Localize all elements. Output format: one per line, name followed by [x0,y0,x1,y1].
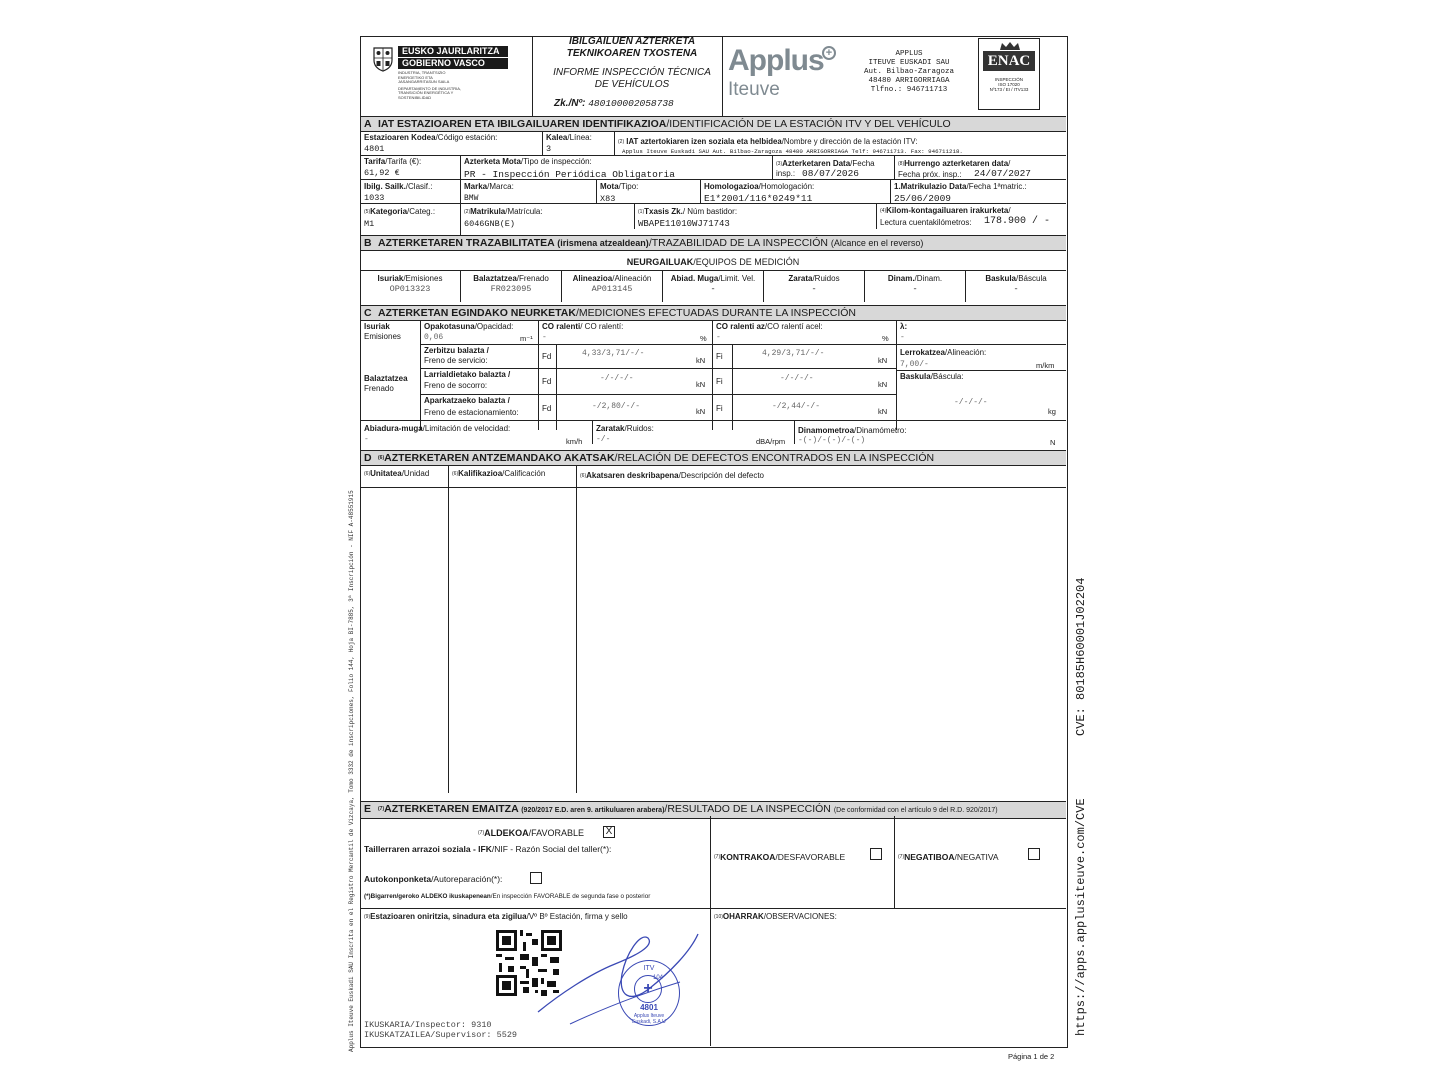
service-brake-fd: 4,33/3,71/-/- [582,349,645,358]
service-fd-label: Fd [542,352,552,361]
alignment-label: Lerrokatzea/Alineación: [900,348,987,357]
page-frame [360,36,1068,1048]
co-accel-label: CO ralenti az/CO ralentí acel: [716,322,823,331]
gov-name-line2: GOBIERNO VASCO [398,58,508,69]
second-phase-note: (*)Bigarren/geroko ALDEKO ikuskapenean/En inspección FAVORABLE de segunda fase o posterior [364,893,651,900]
brakes-label-es: Frenado [364,384,394,393]
observations-label: $^{(10)}$OHARRAK/OBSERVACIONES: [714,912,837,921]
section-b-header: B AZTERKETAREN TRAZABILITATEA (irismena atzealdean)/TRAZABILIDAD DE LA INSPECCIÓN (Alcance en el reverso) [360,235,1066,251]
section-a-header: A IAT ESTAZIOAREN ETA IBILGAILUAREN IDENTIFIKAZIOA/IDENTIFICACIÓN DE LA ESTACIÓN ITV Y DEL VEHÍCULO [360,116,1066,132]
inspection-report-page [348,36,1088,1068]
parking-brake-fd: -/2,80/-/- [592,402,641,411]
emergency-brake-label-es: Freno de socorro: [424,381,488,390]
vin: WBAPE11010WJ71743 [638,219,730,229]
emergency-fi-unit: kN [878,380,888,389]
inspection-date-label: $^{(3)}$Azterketaren Data/Fecha [776,159,875,168]
registry-note: Applus Iteuve Euskadi SAU Inscrita en el Registro Mercantil de Vizcaya, Tomo 3332 de inscripciones, Folio 144, Hoja BI-7885, 3ª Inscripción - NIF A-48551915 [348,490,355,1052]
plate: 6046GNB(E) [464,219,516,229]
report-title-es: INFORME INSPECCIÓN TÉCNICA DE VEHÍCULOS [553,67,711,90]
tariff-label: Tarifa/Tarifa (€): [364,157,422,166]
parking-brake-label-es: Freno de estacionamiento: [424,408,519,417]
first-registration: 25/06/2009 [894,193,952,204]
supervisor: IKUSKATZAILEA/Supervisor: 5529 [364,1030,518,1040]
co-idle-unit: % [700,334,707,343]
co-accel-unit: % [882,334,889,343]
station-approval-label: $^{(9)}$Estazioaren oniritzia, sinadura eta zigilua/Vº Bº Estación, firma y sello [364,912,628,921]
emergency-fd-label: Fd [542,377,552,386]
classification-label: Ibilg. Sailk./Clasif.: [364,182,433,191]
odometer-label: $^{(4)}$Kilom-kontagailuaren irakurketa/ [880,206,1011,215]
emissions-label-eu: Isuriak [364,322,390,331]
parking-fd-label: Fd [542,404,552,413]
make-label: Marka/Marca: [464,182,514,191]
alignment: 7,00/- [900,360,929,369]
co-idle-label: CO ralenti/ CO ralentí: [542,322,624,331]
emergency-brake-label: Larrialdietako balazta / [424,370,511,379]
parking-fd-unit: kN [696,407,706,416]
model: X83 [600,194,616,204]
enac-badge: ENAC INSPECCIÓN ISO 17020 Nº173 / EI / ITV133 [978,38,1040,110]
speed-limit-label: Abiadura-muga/Limitación de velocidad: [364,424,511,433]
odometer: 178.900 / - [984,216,1051,227]
negative-label: $^{(7)}$NEGATIBOA/NEGATIVA [898,852,999,862]
noise: -/- [596,435,611,444]
equip-emissions: Isuriak/Emisiones OP013323 [360,270,461,302]
inspection-type-label: Azterketa Mota/Tipo de inspección: [464,157,592,166]
inspector: IKUSKARIA/Inspector: 9310 [364,1020,492,1030]
lambda-label: λ: [900,322,908,331]
inspection-date-label-2: insp.: [776,169,796,178]
service-fi-label: Fi [716,352,723,361]
lane: 3 [546,144,552,154]
next-inspection-date: 24/07/2027 [974,168,1032,179]
parking-brake-label: Aparkatzaeko balazta / [424,396,510,405]
opacity: 0,06 [424,333,444,342]
next-inspection-label-2: Fecha próx. insp.: [898,170,962,179]
page-number: Página 1 de 2 [1008,1052,1055,1061]
co-idle: - [542,333,547,342]
equip-dynamometer: Dinam./Dinam. - [865,270,966,302]
speed-limit-unit: km/h [566,437,583,446]
brand-logo: Applus [728,44,824,77]
favorable-checkbox[interactable]: X [603,826,615,838]
verification-url[interactable]: https://apps.applusiteuve.com/CVE [1074,798,1088,1036]
company-info: APPLUS ITEUVE EUSKADI SAU Aut. Bilbao-Zaragoza 48480 ARRIGORRIAGA Tlfno.: 946711713 [863,50,954,94]
dynamometer-label: Dinamometroa/Dinamómetro: [798,426,907,435]
opacity-label: Opakotasuna/Opacidad: [424,322,514,331]
homologation-label: Homologazioa/Homologación: [704,182,815,191]
itv-address: Applus Iteuve Euskadi SAU Aut. Bilbao-Zaragoza 48480 ARRIGORRIAGA Telf: 946711713. Fax: 946711218. [622,148,963,155]
service-brake-fi: 4,29/3,71/-/- [762,349,825,358]
brand-sub: Iteuve [728,79,780,100]
service-brake-label: Zerbitzu balazta / [424,346,489,355]
emergency-fd-unit: kN [696,380,706,389]
department-name: INDUSTRIA, TRANTSIZIO ENERGETIKO ETA JASANGARRITASUN SAILA DEPARTAMENTO DE INDUSTRIA, TRANSICIÓN ENERGÉTICA Y SOSTENIBILIDAD [398,70,462,100]
next-inspection-label: $^{(8)}$Hurrengo azterketaren data/ [898,159,1011,168]
co-accel: - [716,333,721,342]
service-fi-unit: kN [878,356,888,365]
brakes-label-eu: Balaztatzea [364,374,408,383]
tariff: 61,92 € [364,168,400,178]
dynamometer: -(-)/-(-)/-(-) [798,436,866,445]
favorable-label: $^{(7)}$ALDEKOA/FAVORABLE [478,828,584,838]
workshop-label: Taillerraren arrazoi soziala - IFK/NIF - Razón Social del taller(*): [364,844,612,854]
cve-code: CVE: 80185H60001J02204 [1074,577,1088,736]
inspection-type: PR - Inspección Periódica Obligatoria [464,169,675,180]
self-repair-label: Autokonponketa/Autoreparación(*): [364,874,503,884]
scale-unit: kg [1048,407,1056,416]
homologation: E1*2001/116*0249*11 [704,193,813,204]
emergency-brake-fd: -/-/-/- [600,374,634,383]
vin-label: $^{(1)}$Txasis Zk./ Núm bastidor: [638,207,738,216]
emergency-brake-fi: -/-/-/- [780,374,814,383]
inspection-date: 08/07/2026 [802,168,860,179]
category: M1 [364,219,375,229]
equip-alignment: Alineazioa/Alineación AP013145 [562,270,663,302]
dynamometer-unit: N [1050,438,1056,447]
classification: 1033 [364,193,385,203]
parking-fi-label: Fi [716,404,723,413]
parking-brake-fi: -/2,44/-/- [772,402,821,411]
station-seal: ITV + 104 4801 Applus Iteuve Euskadi, S.A.U [618,960,680,1026]
itv-name-label: $^{(2)}$ IAT aztertokiaren izen soziala eta helbidea/Nombre y dirección de la estación ITV: [618,137,918,146]
speed-limit: - [364,435,369,444]
defect-description-header: $^{(6)}$Akatsaren deskribapena/Descripción del defecto [580,471,765,480]
unfavorable-label: $^{(7)}$KONTRAKOA/DESFAVORABLE [714,852,846,862]
scale-label: Baskula/Báscula: [900,372,964,381]
model-label: Mota/Tipo: [600,182,639,191]
odometer-label-2: Lectura cuentakilómetros: [880,218,972,227]
service-fd-unit: kN [696,356,706,365]
opacity-unit: m⁻¹ [520,334,533,343]
equip-scale: Baskula/Báscula - [985,274,1047,294]
equip-speed-limit: Abiad. Muga/Limit. Vel. - [663,270,764,302]
equip-noise: Zarata/Ruidos - [764,270,865,302]
station-code-label: Estazioaren Kodea/Código estación: [364,133,498,142]
category-label: $^{(5)}$Kategoria/Categ.: [364,207,436,216]
section-c-header: C AZTERKETAN EGINDAKO NEURKETAK/MEDICIONES EFECTUADAS DURANTE LA INSPECCIÓN [360,305,1066,321]
seal-plus-icon: + [634,975,662,1003]
defect-unit-header: $^{(6)}$Unitatea/Unidad [364,469,430,478]
emissions-label-es: Emisiones [364,332,401,341]
equipment-title: NEURGAILUAK/EQUIPOS DE MEDICIÓN [626,257,800,267]
emergency-fi-label: Fi [716,377,723,386]
report-number: Zk./Nº: 480100002058738 [554,98,674,109]
lane-label: Kalea/Línea: [546,133,592,142]
first-registration-label: 1.Matrikulazio Data/Fecha 1ªmatric.: [894,182,1027,191]
defect-rating-header: $^{(6)}$Kalifikazioa/Calificación [452,469,546,478]
plate-label: $^{(2)}$Matrikula/Matrícula: [464,207,543,216]
report-title-eu: IBILGAILUEN AZTERKETA TEKNIKOAREN TXOSTENA [566,36,698,59]
lambda: - [900,333,905,342]
brand-plus-icon: + [822,46,836,60]
alignment-unit: m/km [1036,361,1055,370]
section-e-header: E $^{(7)}$AZTERKETAREN EMAITZA (920/2017 E.D. aren 9. artikuluaren arabera)/RESULTADO DE LA INSPECCIÓN (De conformidad con el artículo 9 del R.D. 920/2017) [360,801,1066,819]
station-code: 4801 [364,144,385,154]
equip-brakes: Balaztatzea/Frenado FR023095 [461,270,562,302]
parking-fi-unit: kN [878,407,888,416]
noise-label: Zaratak/Ruidos: [596,424,654,433]
service-brake-label-es: Freno de servicio: [424,356,488,365]
make: BMW [464,194,479,203]
noise-unit: dBA/rpm [756,437,786,446]
scale: -/-/-/- [954,398,988,407]
gov-name-line1: EUSKO JAURLARITZA [398,46,508,57]
section-d-header: D $^{(6)}$AZTERKETAREN ANTZEMANDAKO AKATSAK/RELACIÓN DE DEFECTOS ENCONTRADOS EN LA INSPECCIÓN [360,450,1066,466]
